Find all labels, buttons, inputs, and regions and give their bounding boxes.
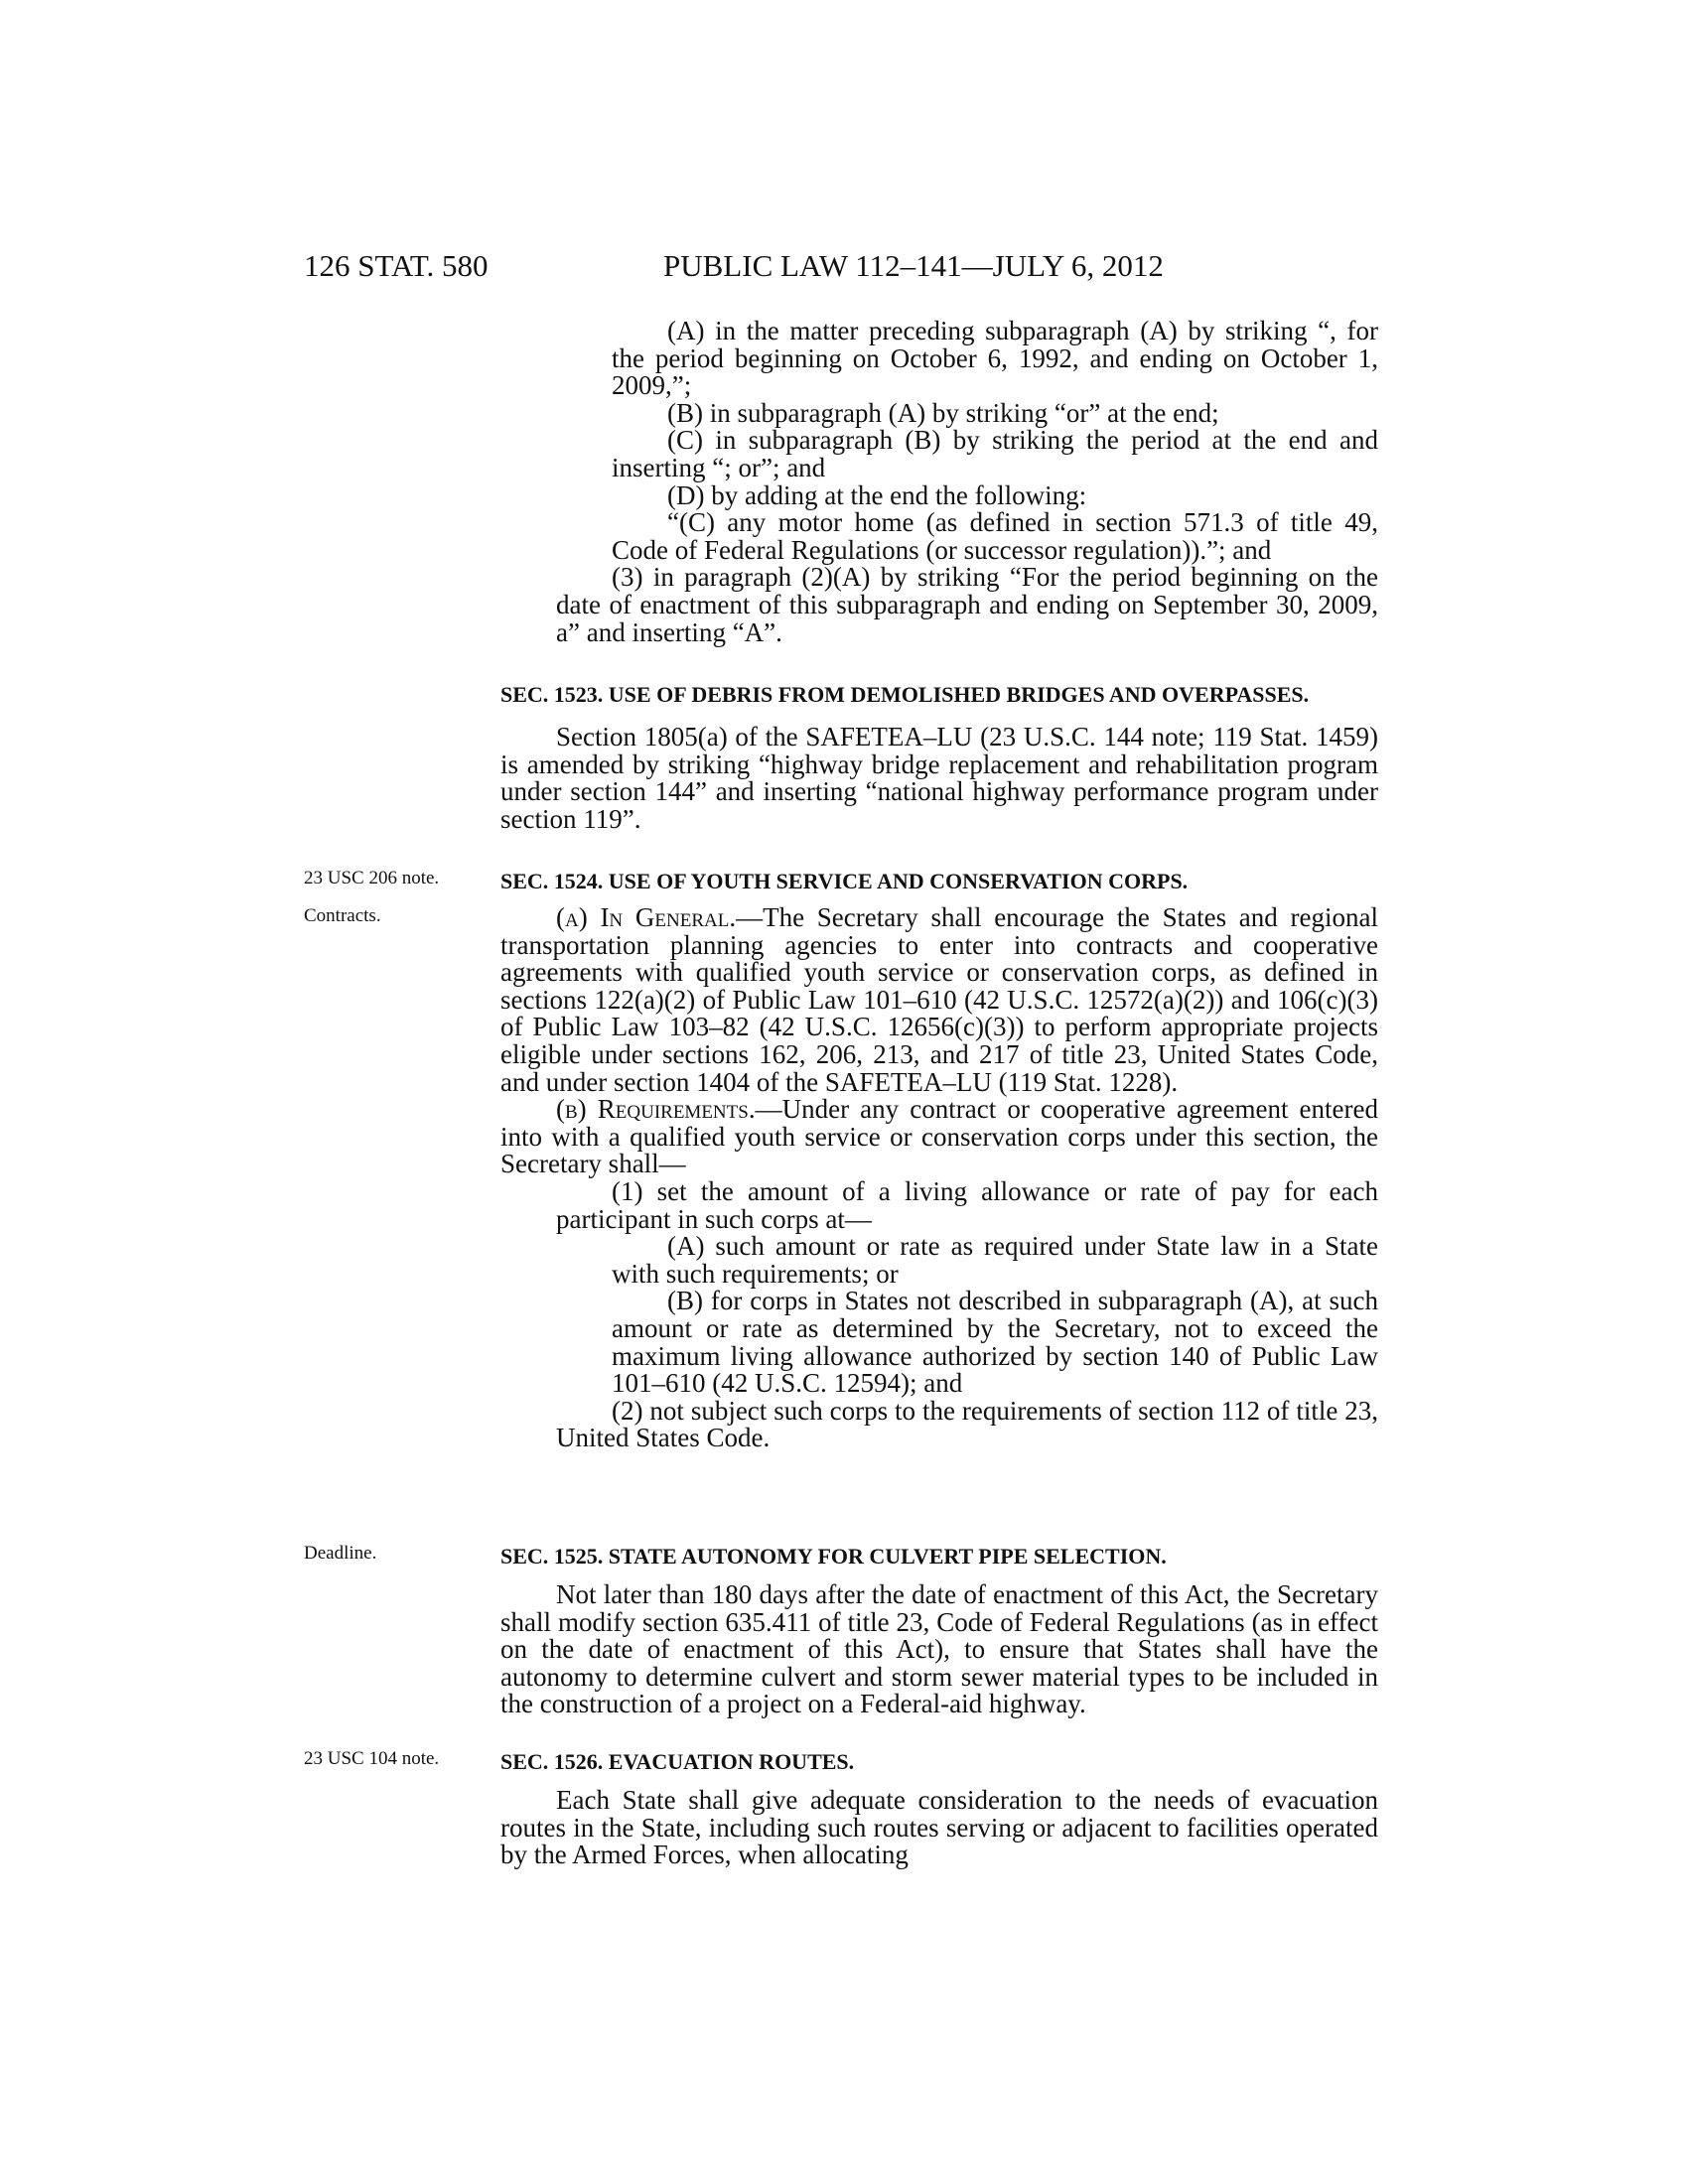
section-1523 bbox=[500, 681, 1378, 833]
page-title: PUBLIC LAW 112–141—JULY 6, 2012 bbox=[663, 248, 1164, 283]
subsection-b bbox=[500, 1096, 1378, 1178]
paragraph-b1: (1) set the amount of a living allowance or rate of pay for each participant in such corps at— bbox=[556, 1175, 1378, 1234]
section-1523-heading: SEC. 1523. USE OF DEBRIS FROM DEMOLISHED BRIDGES AND OVERPASSES. bbox=[500, 682, 1310, 707]
page-reference: 126 STAT. 580 bbox=[304, 248, 489, 283]
margin-note-contracts: Contracts. bbox=[304, 905, 381, 926]
margin-note-usc-206: 23 USC 206 note. bbox=[304, 868, 440, 888]
quoted-subparagraph-c: “(C) any motor home (as defined in section 571.3 of title 49, Code of Federal Regulations (or successor regulation)).”; and bbox=[612, 507, 1378, 565]
amendment-paragraph-3: (3) in paragraph (2)(A) by striking “For the period beginning on the date of enactment of this subparagraph and ending on September 30, 2009, a” and inserting “A”. bbox=[556, 562, 1378, 647]
margin-note-deadline: Deadline. bbox=[304, 1543, 377, 1564]
amendment-a: (A) in the matter preceding subparagraph (A) by striking “, for the period beginning on October 6, 1992, and ending on October 1, 2009,”; bbox=[612, 316, 1378, 401]
amendment-c: (C) in subparagraph (B) by striking the period at the end and inserting “; or”; and bbox=[612, 425, 1378, 482]
section-1526-heading: SEC. 1526. EVACUATION ROUTES. bbox=[500, 1749, 855, 1774]
subsection-a-text: —The Secretary shall encourage the States and regional transportation planning agencies to enter into contracts and cooperative agreements with qualified youth service or conservation corps, as defined in sections 122(a)(2) of Public Law 101–610 (42 U.S.C. 12572(a)(2)) and 106(c)(3) of Public Law 103–82 (42 U.S.C. 12656(c)(3)) to perform appropriate projects eligible under sections 162, 206, 213, and 217 of title 23, United States Code, and under section 1404 of the SAFETEA–LU (119 Stat. 1228). bbox=[500, 902, 1378, 1097]
section-1523-body: Section 1805(a) of the SAFETEA–LU (23 U.S.C. 144 note; 119 Stat. 1459) is amended by striking “highway bridge replacement and rehabilitation program under section 144” and inserting “national highway performance program under section 119”. bbox=[500, 722, 1378, 834]
subparagraph-b1A: (A) such amount or rate as required under State law in a State with such requirements; or bbox=[612, 1231, 1378, 1289]
paragraph-b2: (2) not subject such corps to the requirements of section 112 of title 23, United States Code. bbox=[556, 1395, 1378, 1453]
subparagraph-b1B: (B) for corps in States not described in subparagraph (A), at such amount or rate as determined by the Secretary, not to exceed the maximum living allowance authorized by section 140 of Public Law 101–610 (42 U.S.C. 12594); and bbox=[612, 1286, 1378, 1399]
subsection-b-text: —Under any contract or cooperative agreement entered into with a qualified youth service or conservation corps under this section, the Secretary shall— bbox=[500, 1094, 1379, 1179]
section-1526 bbox=[500, 1748, 1378, 1869]
intro-amendments bbox=[500, 318, 1378, 646]
section-1525 bbox=[500, 1543, 1378, 1718]
section-1524 bbox=[500, 868, 1378, 1452]
margin-note-usc-104: 23 USC 104 note. bbox=[304, 1748, 440, 1769]
section-1525-body: Not later than 180 days after the date of enactment of this Act, the Secretary shall modify section 635.411 of title 23, Code of Federal Regulations (as in effect on the date of enactment of this Act), to ensure that States shall have the autonomy to determine culvert and storm sewer material types to be included in the construction of a project on a Federal-aid highway. bbox=[500, 1579, 1378, 1719]
section-1525-heading: SEC. 1525. STATE AUTONOMY FOR CULVERT PIPE SELECTION. bbox=[500, 1544, 1167, 1569]
subsection-b-label: (b) Requirements. bbox=[556, 1094, 756, 1125]
section-1524-heading: SEC. 1524. USE OF YOUTH SERVICE AND CONSERVATION CORPS. bbox=[500, 869, 1189, 893]
subsection-a-label: (a) In General. bbox=[556, 902, 737, 932]
amendment-d: (D) by adding at the end the following: bbox=[667, 479, 1087, 510]
subsection-a bbox=[500, 904, 1378, 1096]
amendment-b: (B) in subparagraph (A) by striking “or” at the end; bbox=[667, 397, 1219, 428]
section-1526-body: Each State shall give adequate consideration to the needs of evacuation routes in the State, including such routes serving or adjacent to facilities operated by the Armed Forces, when allocating bbox=[500, 1785, 1378, 1870]
